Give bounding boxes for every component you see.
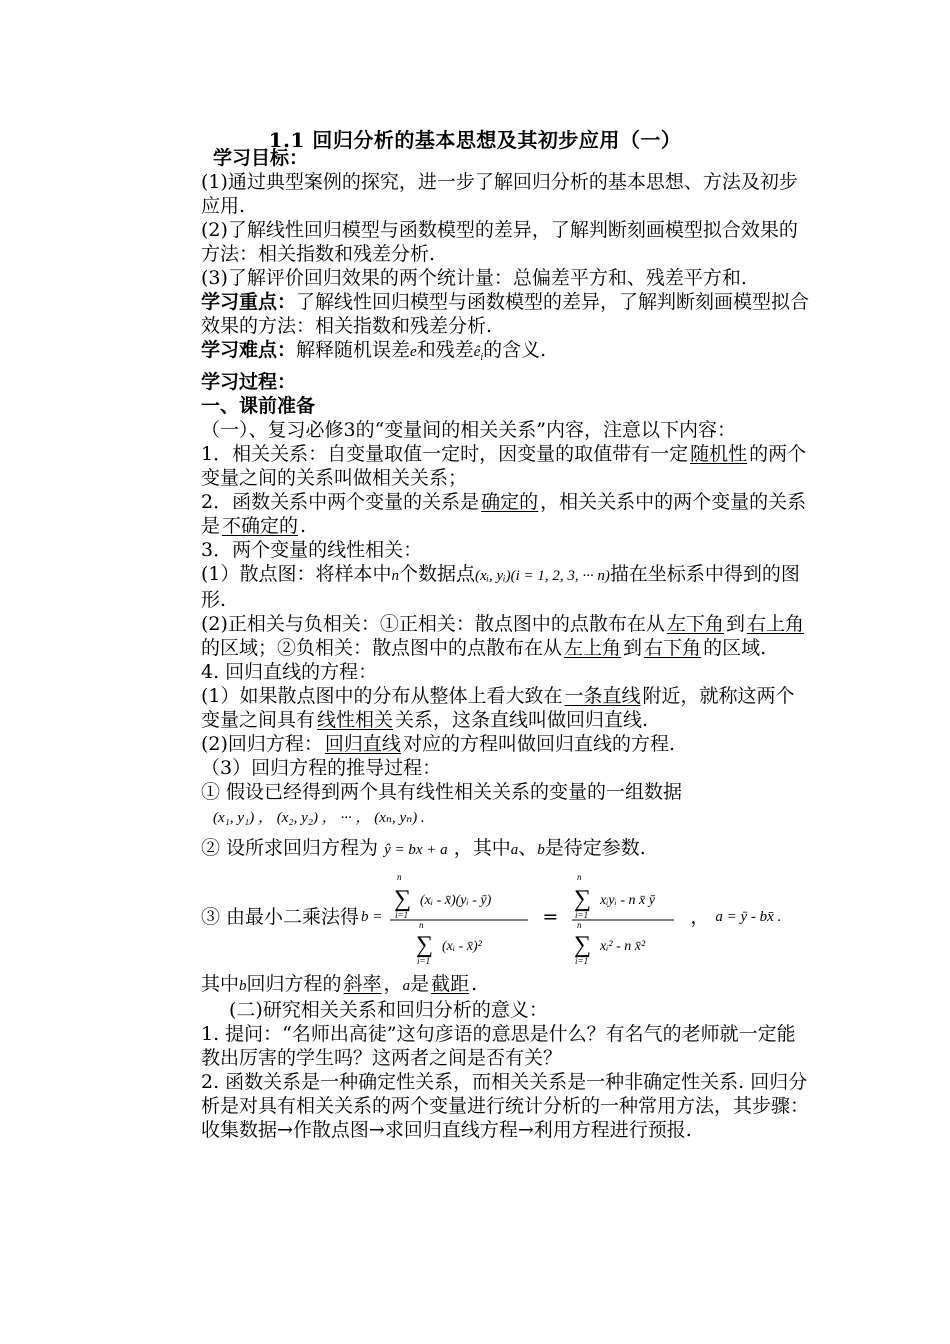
blank-lower-left: 左下角 (666, 613, 724, 635)
regression-equation: ŷ = bx + a (384, 842, 448, 858)
slope-intercept-line: 其中b回归方程的 斜率 ，a是 截距 . (201, 973, 478, 995)
svg-text:∑: ∑ (394, 886, 412, 912)
process-heading: 学习过程： (201, 371, 297, 393)
svg-text:n: n (577, 872, 582, 882)
objective-2: (2)了解线性回归模型与函数模型的差异，了解判断刻画模型拟合效果的方法：相关指数和残差分析. (201, 219, 798, 265)
page-title: 1.1 回归分析的基本思想及其初步应用（一） (268, 128, 682, 152)
slope-formula-2 (568, 868, 680, 966)
question-3-2: (2)正相关与负相关：①正相关：散点图中的点散布在从 左下角 到 右上角的区域；②负相关：散点图中的点散布在从 左上角 到 右下角 的区域. (201, 613, 804, 659)
paragraph-function-vs-correlation: 2. 函数关系是一种确定性关系，而相关关系是一种非确定性关系. 回归分析是对具有相关关系的两个变量进行统计分析的一种常用方法，其步骤：收集数据→作散点图→求回归直线方程→利用方程进行预报. (201, 1071, 810, 1141)
section-1-heading: 一、课前准备 (201, 395, 316, 417)
focus-paragraph (201, 290, 811, 338)
difficulty-paragraph: 学习难点：解释随机误差e和残差$ê_i$的含义. (201, 339, 547, 363)
document-body (201, 146, 811, 1142)
equals-sign: = (542, 906, 559, 928)
derivation-step-1: ① 假设已经得到两个具有线性相关关系的变量的一组数据 (201, 781, 683, 803)
focus-text: 了解线性回归模型与函数模型的差异，了解判断刻画模型拟合效果的方法：相关指数和残差分析. (201, 291, 810, 337)
question-4-3-heading: （3）回归方程的推导过程： (201, 757, 442, 779)
least-squares-row: ③ 由最小二乘法得 b = ∑ n i=1 (xᵢ - x̄)(yᵢ - ȳ) ∑ n i=1 (xᵢ - x̄)² = ∑ n i=1 xᵢyᵢ - n x̄ ȳ ∑ n i=1 xᵢ² - n x̄² ， a = ȳ - bx̄ . (201, 868, 811, 966)
question-1: 1．相关关系：自变量取值一定时，因变量的取值带有一定 随机性 的两个变量之间的关系叫做相关关系； (201, 443, 807, 489)
svg-text:i=1: i=1 (417, 956, 431, 966)
objective-1: (1)通过典型案例的探究，进一步了解回归分析的基本思想、方法及初步应用. (201, 171, 798, 217)
blank-straight-line: 一条直线 (564, 685, 641, 707)
intercept-formula: a = ȳ - bx̄ . (715, 909, 782, 925)
question-3-1: (1）散点图：将样本中n个数据点(xᵢ, yᵢ)(i = 1, 2, 3, ··· n)描在坐标系中得到的图形. (201, 563, 800, 611)
question-4-1: (1）如果散点图中的分布从整体上看大致在 一条直线 附近，就称这两个变量之间具有 线性相关 关系，这条直线叫做回归直线. (201, 685, 795, 731)
svg-text:(xᵢ - x̄)²: (xᵢ - x̄)² (442, 939, 483, 954)
blank-intercept: 截距 (431, 973, 470, 995)
objectives-heading: 学习目标： (213, 147, 309, 169)
svg-text:xᵢyᵢ - n x̄ ȳ: xᵢyᵢ - n x̄ ȳ (600, 893, 656, 908)
svg-text:i=1: i=1 (395, 910, 409, 920)
symbol-e-hat-i: $ê_i$ (473, 344, 484, 363)
derivation-step-2: ② 设所求回归方程为 ŷ = bx + a ，其中a、b是待定参数. (201, 837, 646, 859)
symbol-e: e (410, 344, 417, 360)
svg-text:∑: ∑ (574, 886, 592, 912)
question-2: 2．函数关系中两个变量的关系是 确定的 ，相关关系中的两个变量的关系是 不确定的 . (201, 491, 807, 537)
question-4-heading: 4. 回归直线的方程： (201, 661, 378, 683)
blank-upper-left: 左上角 (564, 637, 622, 659)
svg-text:xᵢ² - n x̄²: xᵢ² - n x̄² (600, 939, 646, 954)
blank-slope: 斜率 (343, 973, 382, 995)
least-squares-text: ③ 由最小二乘法得 (201, 906, 360, 928)
objective-3: (3)了解评价回归效果的两个统计量：总偏差平方和、残差平方和. (201, 267, 747, 289)
svg-text:(xᵢ - x̄)(yᵢ - ȳ): (xᵢ - x̄)(yᵢ - ȳ) (420, 893, 492, 908)
review-intro: （一）、复习必修3的“变量间的相关关系”内容，注意以下内容： (201, 419, 737, 441)
svg-text:∑: ∑ (574, 932, 592, 958)
blank-nondeterministic: 不确定的 (222, 515, 299, 537)
svg-text:n: n (577, 920, 582, 930)
b-equals: b = (361, 909, 383, 925)
slope-formula-1 (382, 868, 532, 966)
blank-upper-right: 右上角 (746, 613, 804, 635)
svg-text:i=1: i=1 (575, 956, 589, 966)
question-3-heading: 3．两个变量的线性相关： (201, 539, 423, 561)
symbol-n: n (391, 568, 400, 584)
derivation-data-list: (x₁, y₁) ， (x₂, y₂) ， ··· ， (xₙ, yₙ) . (213, 810, 425, 826)
blank-regression-line: 回归直线 (324, 733, 401, 755)
blank-random: 随机性 (690, 443, 748, 465)
paragraph-question: 1. 提问：“名师出高徒”这句彦语的意思是什么？有名气的老师就一定能教出厉害的学生吗？这两者之间是否有关？ (201, 1023, 796, 1069)
question-4-2: (2)回归方程： 回归直线 对应的方程叫做回归直线的方程. (201, 733, 675, 755)
subsection-2-heading: (二)研究相关关系和回归分析的意义： (229, 999, 548, 1021)
data-points-formula: (xᵢ, yᵢ)(i = 1, 2, 3, ··· n) (475, 568, 610, 584)
svg-text:n: n (419, 920, 424, 930)
focus-label: 学习重点： (201, 291, 297, 313)
difficulty-label: 学习难点： (201, 339, 297, 361)
blank-deterministic: 确定的 (481, 491, 539, 513)
svg-text:∑: ∑ (416, 932, 434, 958)
blank-linear-correlation: 线性相关 (317, 709, 394, 731)
svg-text:n: n (397, 872, 402, 882)
blank-lower-right: 右下角 (644, 637, 702, 659)
svg-text:i=1: i=1 (575, 910, 589, 920)
